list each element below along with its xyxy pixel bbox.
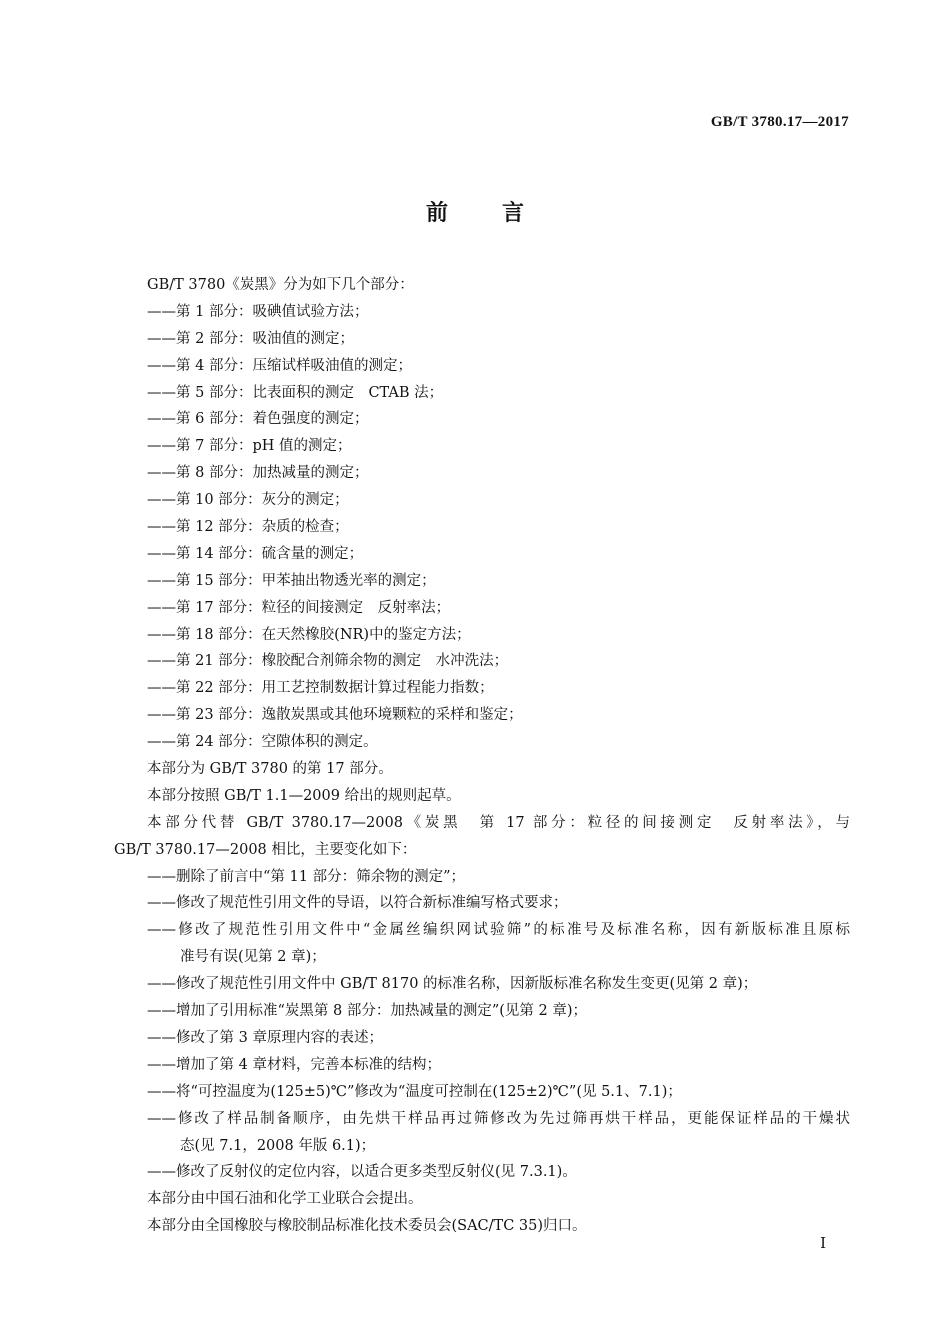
text-line: ——第 4 部分：压缩试样吸油值的测定； [147,357,412,374]
text-line: 本部分按照 GB/T 1.1—2009 给出的规则起草。 [147,787,461,804]
text-line: 本部分代替 GB/T 3780.17—2008《炭黑 第 17 部分：粒径的间接测定 反射率法》，与 [147,814,850,831]
text-line: ——第 8 部分：加热减量的测定； [147,465,369,482]
text-line: ——第 6 部分：着色强度的测定； [147,411,369,428]
text-line: ——修改了样品制备顺序，由先烘干样品再过筛修改为先过筛再烘干样品，更能保证样品的干燥状 [147,1110,850,1127]
text-line: ——将“可控温度为(125±5)℃”修改为“温度可控制在(125±2)℃”(见 5.1、7.1)； [147,1083,682,1100]
text-line: ——修改了规范性引用文件的导语，以符合新标准编写格式要求； [147,895,568,912]
text-line: ——第 2 部分：吸油值的测定； [147,330,354,347]
text-line: ——第 22 部分：用工艺控制数据计算过程能力指数； [147,680,494,697]
text-line: 准号有误(见第 2 章)； [180,949,326,966]
text-line: ——第 7 部分：pH 值的测定； [147,438,352,455]
text-line: 本部分由中国石油和化学工业联合会提出。 [147,1191,423,1208]
text-line: 态(见 7.1，2008 年版 6.1)； [180,1137,376,1154]
text-line: ——修改了规范性引用文件中 GB/T 8170 的标准名称，因新版标准名称发生变更(见第 2 章)； [147,976,758,993]
text-line: ——第 23 部分：逸散炭黑或其他环境颗粒的采样和鉴定； [147,707,523,724]
text-line: ——删除了前言中“第 11 部分：筛余物的测定”； [147,868,465,885]
text-line: ——增加了第 4 章材料，完善本标准的结构； [147,1056,441,1073]
text-line: ——修改了第 3 章原理内容的表述； [147,1029,383,1046]
text-line: ——第 24 部分：空隙体积的测定。 [147,734,378,751]
text-line: GB/T 3780.17—2008 相比，主要变化如下： [114,841,417,858]
text-line: ——第 14 部分：硫含量的测定； [147,545,364,562]
document-body [114,272,850,1240]
text-line: ——增加了引用标准“炭黑第 8 部分：加热减量的测定”(见第 2 章)； [147,1003,588,1020]
text-line: ——修改了反射仪的定位内容，以适合更多类型反射仪(见 7.3.1)。 [147,1164,577,1181]
text-line: ——第 21 部分：橡胶配合剂筛余物的测定 水冲洗法； [147,653,509,670]
text-line: ——第 5 部分：比表面积的测定 CTAB 法； [147,384,444,401]
text-line: ——修改了规范性引用文件中“金属丝编织网试验筛”的标准号及标准名称，因有新版标准且原标 [147,922,850,939]
text-line: ——第 10 部分：灰分的测定； [147,492,349,509]
standard-number: GB/T 3780.17—2017 [710,114,849,130]
page-number: I [820,1234,826,1252]
page-title: 前言 [425,200,578,226]
text-line: ——第 1 部分：吸碘值试验方法； [147,303,369,320]
text-line: ——第 15 部分：甲苯抽出物透光率的测定； [147,572,436,589]
text-line: ——第 12 部分：杂质的检查； [147,519,349,536]
text-line: 本部分为 GB/T 3780 的第 17 部分。 [147,761,393,778]
text-line: ——第 17 部分：粒径的间接测定 反射率法； [147,599,451,616]
text-line: 本部分由全国橡胶与橡胶制品标准化技术委员会(SAC/TC 35)归口。 [147,1218,587,1235]
text-line: GB/T 3780《炭黑》分为如下几个部分： [147,277,414,293]
text-line: ——第 18 部分：在天然橡胶(NR)中的鉴定方法； [147,626,471,643]
